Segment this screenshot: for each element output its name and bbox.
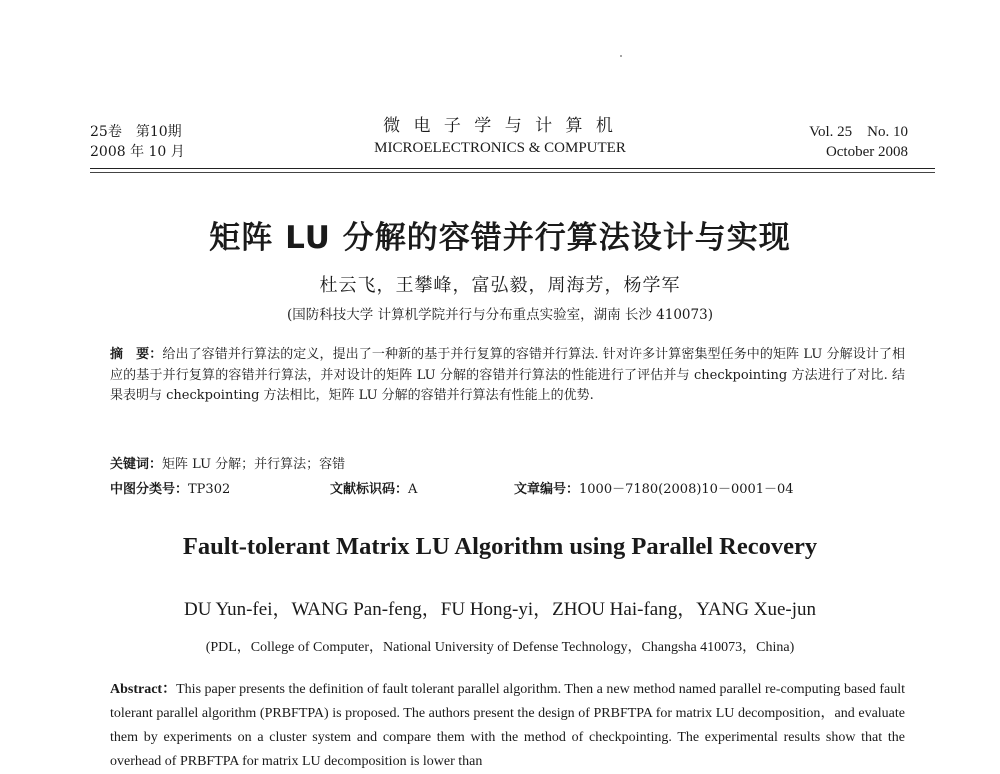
abstract-en-label: Abstract： [110, 682, 177, 697]
header-rule-bottom [90, 172, 935, 173]
keywords-cn-text: 矩阵 LU 分解；并行算法；容错 [162, 457, 346, 472]
article-number [514, 478, 794, 497]
paper-title-en: Fault-tolerant Matrix LU Algorithm using Parallel Recovery [182, 533, 818, 560]
article-no-label: 文章编号： [514, 482, 580, 497]
journal-issue-info-en [809, 122, 908, 162]
abstract-cn-text: 给出了容错并行算法的定义，提出了一种新的基于并行复算的容错并行算法. 针对许多计算密集型任务中的矩阵 LU 分解设计了相应的基于并行复算的容错并行算法，并对设计的矩阵 LU 分解的容错并行算法的性能进行了评估并与 checkpointing 方法进行了对比. 结果表明与 checkpointing 方法相比，矩阵 LU 分解的容错并行算法有性能上的优势. [110, 347, 905, 403]
keywords-cn-label: 关键词： [110, 457, 163, 472]
header-rule-top [90, 168, 935, 169]
doc-code-value: A [408, 482, 418, 497]
abstract-cn-label: 摘 要： [110, 347, 163, 362]
date-en: October 2008 [825, 144, 908, 160]
scan-speck [620, 55, 622, 57]
doc-code [330, 478, 417, 497]
affiliation-en: (PDL，College of Computer，National University of Defense Technology，Changsha 410073，China) [205, 640, 795, 655]
affiliation-cn: (国防科技大学 计算机学院并行与分布重点实验室，湖南 长沙 410073) [287, 307, 713, 323]
clc-value: TP302 [188, 482, 231, 497]
authors-en: DU Yun-fei，WANG Pan-feng，FU Hong-yi，ZHOU Hai-fang，YANG Xue-jun [184, 599, 816, 620]
volume-issue: 25卷 第10期 [90, 124, 182, 140]
abstract-en-text: This paper presents the definition of fault tolerant parallel algorithm. Then a new method named parallel re-computing based fault tolerant parallel algorithm (PRBFTPA) is proposed. The authors present the design of PRBFTPA for matrix LU decomposition，and evaluate them by experiments on a cluster system and compare them with the method of checkpointing. The experimental results show that the overhead of PRBFTPA for matrix LU decomposition is lower than [110, 682, 905, 769]
keywords-cn [110, 453, 345, 472]
vol-no-en: Vol. 25 No. 10 [809, 124, 908, 140]
paper-title-cn: 矩阵 LU 分解的容错并行算法设计与实现 [209, 220, 791, 256]
abstract-cn [110, 345, 905, 407]
clc-number [110, 478, 230, 497]
date-cn: 2008 年 10 月 [90, 144, 185, 160]
authors-cn: 杜云飞，王攀峰，富弘毅，周海芳，杨学军 [319, 275, 681, 296]
clc-label: 中图分类号： [110, 482, 189, 497]
doc-code-label: 文献标识码： [330, 482, 409, 497]
journal-name-cn: 微 电 子 学 与 计 算 机 [383, 116, 617, 136]
article-no-value: 1000－7180(2008)10－0001－04 [579, 482, 794, 497]
journal-name-en: MICROELECTRONICS & COMPUTER [374, 140, 626, 156]
